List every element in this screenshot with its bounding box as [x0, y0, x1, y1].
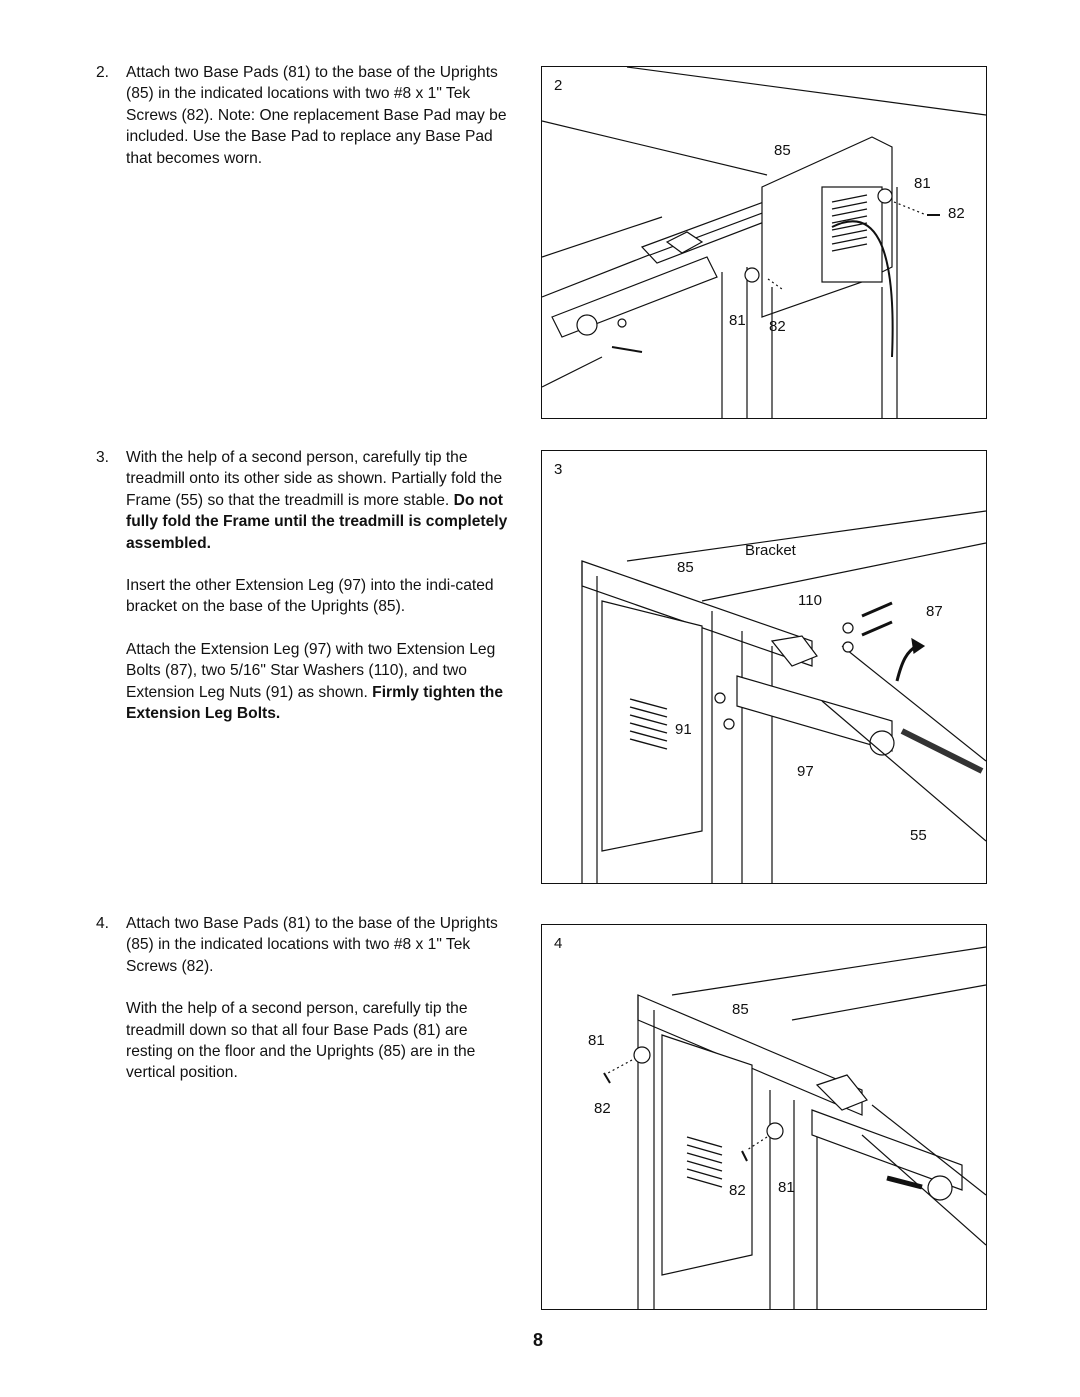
- instruction-text: Insert the other Extension Leg (97) into the indi-cated bracket on the base of the Uprights (85).: [126, 577, 494, 616]
- step-number: 2.: [96, 64, 110, 81]
- callout-label: 91: [675, 721, 692, 738]
- step-body: [126, 447, 514, 724]
- step-body: [126, 913, 514, 1084]
- instruction-paragraph: [126, 62, 514, 169]
- figure-2-illustration: [542, 67, 986, 418]
- callout-label: 97: [797, 763, 814, 780]
- page-number: 8: [533, 1330, 544, 1350]
- step-number: 3.: [96, 449, 110, 466]
- step-body: [126, 62, 514, 169]
- step-number: 4.: [96, 915, 110, 932]
- callout-label: 82: [948, 205, 965, 222]
- figure-number: 4: [554, 935, 563, 952]
- callout-label: 85: [732, 1001, 749, 1018]
- instruction-text: With the help of a second person, carefully tip the treadmill down so that all four Base Pads (81) are resting on the floor and the Uprights (85) are in the vertical position.: [126, 1000, 476, 1082]
- callout-label: 85: [677, 559, 694, 576]
- callout-label: 82: [769, 318, 786, 335]
- figure-4-illustration: [542, 925, 986, 1309]
- instruction-paragraph: [126, 998, 514, 1084]
- callout-label: Bracket: [745, 542, 796, 559]
- figure-number: 3: [554, 461, 563, 478]
- step-3: [96, 447, 514, 724]
- instruction-text: With the help of a second person, carefully tip the treadmill onto its other side as shown. Partially fold the Frame (55) so that the treadmill is more stable.: [126, 449, 503, 509]
- instruction-paragraph: [126, 913, 514, 977]
- figure-4: [541, 924, 987, 1310]
- callout-label: 81: [914, 175, 931, 192]
- instruction-paragraph: [126, 447, 514, 554]
- instruction-text: Attach two Base Pads (81) to the base of the Uprights (85) in the indicated locations with two #8 x 1" Tek Screws (82).: [126, 915, 498, 975]
- callout-label: 81: [778, 1179, 795, 1196]
- callout-label: 82: [729, 1182, 746, 1199]
- figure-3-illustration: [542, 451, 986, 883]
- instruction-paragraph: [126, 575, 514, 618]
- instruction-paragraph: [126, 639, 514, 725]
- instruction-text: Attach two Base Pads (81) to the base of the Uprights (85) in the indicated locations with two #8 x 1" Tek Screws (82). Note: One replacement Base Pad may be included. Use the Base Pad to replace any Base Pad that becomes worn.: [126, 64, 507, 167]
- step-2: [96, 62, 514, 169]
- figure-3: [541, 450, 987, 884]
- instruction-emphasis: Firmly tighten the Extension Leg Bolts.: [126, 683, 503, 723]
- callout-label: 81: [588, 1032, 605, 1049]
- callout-label: 81: [729, 312, 746, 329]
- callout-label: 85: [774, 142, 791, 159]
- callout-label: 87: [926, 603, 943, 620]
- instruction-text: Attach the Extension Leg (97) with two Extension Leg Bolts (87), two 5/16" Star Washers (110), and two Extension Leg Nuts (91) as shown.: [126, 640, 496, 701]
- instruction-emphasis: Do not fully fold the Frame until the treadmill is completely assembled.: [126, 491, 508, 552]
- step-4: [96, 913, 514, 1084]
- callout-label: 55: [910, 827, 927, 844]
- figure-2: [541, 66, 987, 419]
- callout-label: 82: [594, 1100, 611, 1117]
- figure-number: 2: [554, 77, 563, 94]
- callout-label: 110: [798, 592, 822, 609]
